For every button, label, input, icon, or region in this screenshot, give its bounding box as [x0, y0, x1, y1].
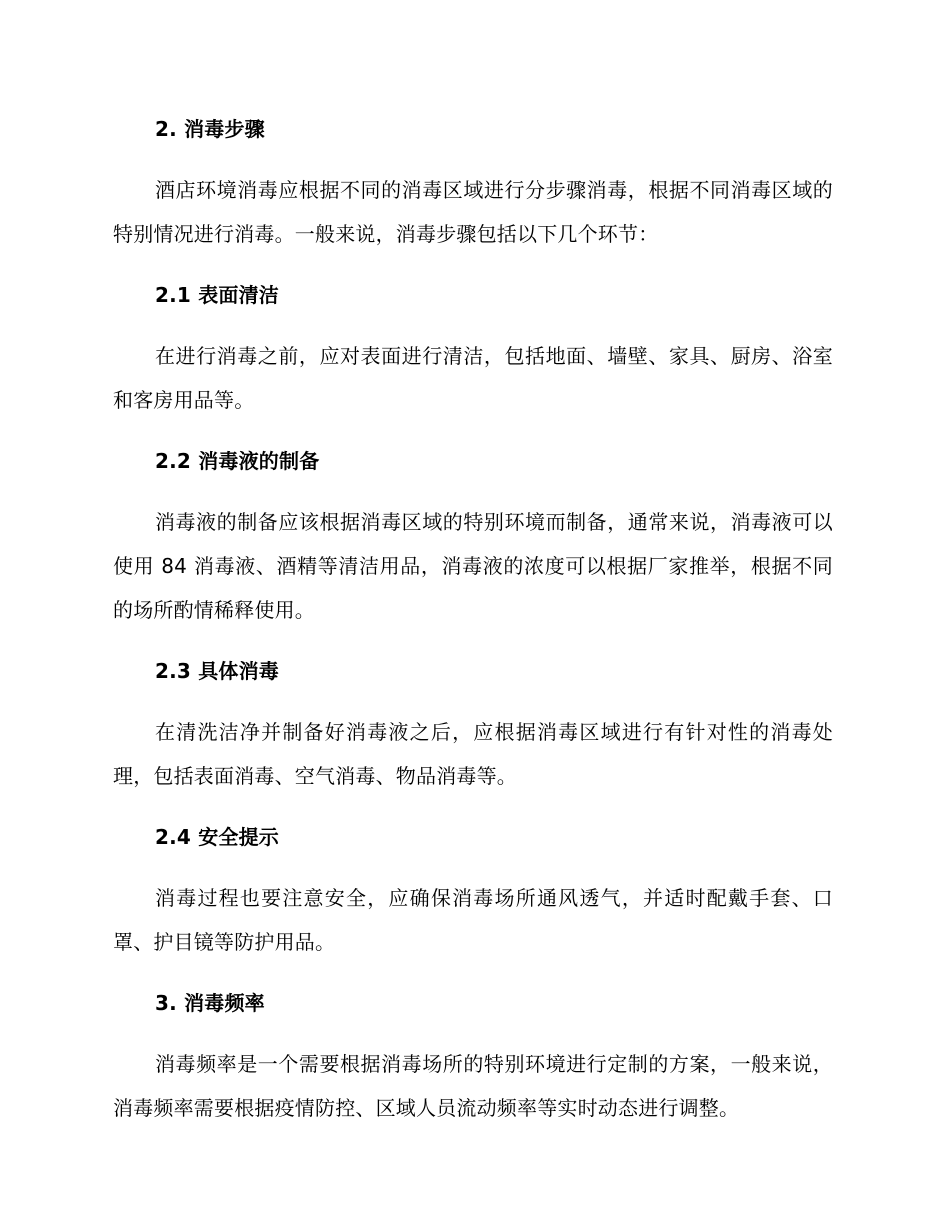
document-body — [113, 112, 833, 1130]
section-heading-solution-preparation: 2.2 消毒液的制备 — [155, 449, 320, 473]
section-paragraph-safety-tips: 消毒过程也要注意安全，应确保消毒场所通风透气，并适时配戴手套、口罩、护目镜等防护用品。 — [113, 886, 833, 954]
section-paragraph-disinfection-steps: 酒店环境消毒应根据不同的消毒区域进行分步骤消毒，根据不同消毒区域的特别情况进行消毒。一般来说，消毒步骤包括以下几个环节： — [113, 178, 833, 246]
section-heading-disinfection-frequency: 3. 消毒频率 — [155, 991, 265, 1015]
section-paragraph-specific-disinfection: 在清洗洁净并制备好消毒液之后，应根据消毒区域进行有针对性的消毒处理，包括表面消毒、空气消毒、物品消毒等。 — [113, 720, 833, 788]
section-paragraph-surface-cleaning: 在进行消毒之前，应对表面进行清洁，包括地面、墙壁、家具、厨房、浴室和客房用品等。 — [113, 344, 833, 412]
section-paragraph-solution-preparation: 消毒液的制备应该根据消毒区域的特别环境而制备，通常来说，消毒液可以使用 84 消毒液、酒精等清洁用品，消毒液的浓度可以根据厂家推举，根据不同的场所酌情稀释使用。 — [113, 510, 833, 622]
section-heading-safety-tips: 2.4 安全提示 — [155, 825, 279, 849]
section-heading-specific-disinfection: 2.3 具体消毒 — [155, 659, 279, 683]
section-paragraph-disinfection-frequency: 消毒频率是一个需要根据消毒场所的特别环境进行定制的方案，一般来说，消毒频率需要根据疫情防控、区域人员流动频率等实时动态进行调整。 — [113, 1052, 833, 1120]
section-heading-surface-cleaning: 2.1 表面清洁 — [155, 283, 279, 307]
section-heading-disinfection-steps: 2. 消毒步骤 — [155, 117, 265, 141]
